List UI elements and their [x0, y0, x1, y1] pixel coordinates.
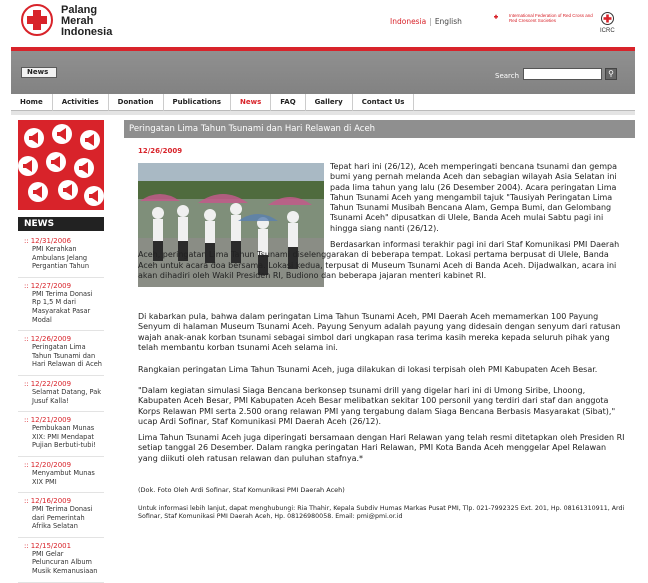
lang-english-link[interactable]: English	[434, 17, 462, 26]
contact-info: Untuk informasi lebih lanjut, dapat menghubungi: Ria Thahir, Kepala Subdiv Humas Markas Pusat PMI, Tlp. 021-7992325 Ext. 201, Hp. 08161310911, Ardi Sofinar, Staf Komunikasi PMI Daerah Aceh, Hp. 08126980058. Email: pmi@pmi.or.id	[138, 505, 625, 520]
news-date: 12/20/2009	[30, 460, 72, 469]
article-paragraph: Lima Tahun Tsunami Aceh juga diperingati bersamaan dengan Hari Relawan yang telah resmi ditetapkan oleh Presiden RI setiap tanggal 26 Desember. Dalam rangka peringatan Hari Relawan, PMI Kota Banda Aceh menggelar Apel Relawan yang diikuti oleh ratusan relawan dan puluhan stafnya.*	[138, 433, 625, 463]
nav-faq[interactable]: FAQ	[271, 94, 305, 111]
megaphone-icon	[18, 120, 104, 210]
news-list-item[interactable]	[18, 331, 104, 376]
article-paragraph: Berdasarkan informasi terakhir pagi ini dari Staf Komunikasi PMI Daerah Aceh, peringatan Lima Tahun Tsunami diselenggarakan di beberapa tempat. Lokasi pertama berpusat di Ulele, Banda Aceh untuk acara doa bersama. Lokasi kedua, terpusat di Museum Tsunami Aceh di Banda Aceh. Dijadwalkan, acara ini akan dihadiri oleh Wakil Presiden RI, Budiono dan beberapa jajaran menteri kabinet RI.	[138, 240, 620, 280]
news-title-link[interactable]: Pembukaan Munas XIX: PMI Mendapat Pujian Berbuti-tubi!	[32, 424, 96, 450]
article-paragraph: "Dalam kegiatan simulasi Siaga Bencana berkonsep tsunami drill yang digelar hari ini di Umong Siribe, Lhoong, Kabupaten Aceh Besar, PMI Kabupaten Aceh Besar melibatkan sekitar 100 personil yang terdiri dari staf dan anggota Korps Relawan PMI serta 2.500 orang relawan PMI yang tergabung dalam Siaga Bencana Berbasis Masyarakat (Sibat)," ucap Ardi Sofinar, Staf Komunikasi PMI Daerah Aceh (26/12).	[138, 386, 616, 426]
nav-divider	[11, 111, 635, 115]
photo-credit: (Dok. Foto Oleh Ardi Sofinar, Staf Komunikasi PMI Daerah Aceh)	[138, 486, 345, 494]
news-list-item[interactable]	[18, 538, 104, 583]
bullet: ::	[24, 335, 29, 344]
news-section-tab[interactable]: News	[21, 67, 57, 78]
news-title-link[interactable]: Peringatan Lima Tahun Tsunami dan Hari Relawan di Aceh	[32, 343, 102, 369]
article-date: 12/26/2009	[138, 147, 183, 155]
news-title-link[interactable]: PMI Gelar Peluncuran Album Musik Kemanusiaan	[32, 549, 98, 576]
main-nav	[11, 94, 635, 111]
news-date: 12/15/2001	[30, 541, 72, 550]
site-header	[0, 0, 648, 46]
news-title-link[interactable]: PMI Terima Donasi Rp 1,5 M dari Masyarakat Pasar Modal	[32, 289, 93, 324]
red-cross-logo-icon[interactable]	[21, 4, 53, 36]
lang-separator: |	[429, 17, 432, 26]
news-list-item[interactable]	[18, 457, 104, 493]
news-date: 12/16/2009	[30, 497, 72, 506]
news-list-item[interactable]	[18, 493, 104, 538]
news-date: 12/27/2009	[30, 281, 72, 290]
news-title-link[interactable]: Menyambut Munas XIX PMI	[32, 468, 95, 486]
search-icon: ⚲	[608, 69, 614, 78]
article-paragraph: Di kabarkan pula, bahwa dalam peringatan Lima Tahun Tsunami Aceh, PMI Daerah Aceh memamerkan 100 Payung Senyum di halaman Museum Tsunami Aceh. Payung Senyum adalah payung yang didesain dengan senyum dari ratusan wajah anak-anak korban tsunami sebagai simbol dari ungkapan rasa terima kasih mereka kepada seluruh pihak yang telah membantu korban tsunami Aceh selama ini.	[138, 312, 621, 352]
news-list-item[interactable]	[18, 233, 104, 278]
news-date: 12/21/2009	[30, 416, 72, 425]
search-label: Search	[495, 72, 520, 80]
logo-line: Merah	[61, 15, 94, 27]
bullet: ::	[24, 379, 29, 388]
sidebar-heading: NEWS	[18, 217, 104, 231]
top-banner	[11, 51, 635, 94]
nav-donation[interactable]: Donation	[109, 94, 164, 111]
ifrc-name: International Federation of Red Cross and Red Crescent Societies	[509, 13, 593, 23]
article-paragraph: Rangkaian peringatan Lima Tahun Tsunami Aceh, juga dilakukan di lokasi terpisah oleh PMI Kabupaten Aceh Besar.	[138, 365, 598, 374]
nav-gallery[interactable]: Gallery	[306, 94, 353, 111]
icrc-name: ICRC	[600, 28, 615, 34]
news-date: 12/31/2006	[30, 237, 72, 245]
logo-line: Palang	[61, 4, 98, 16]
news-date: 12/22/2009	[30, 379, 72, 388]
nav-contact-us[interactable]: Contact Us	[353, 94, 415, 111]
nav-publications[interactable]: Publications	[164, 94, 232, 111]
bullet: ::	[24, 281, 29, 290]
bullet: ::	[24, 497, 29, 506]
bullet: ::	[24, 416, 29, 425]
news-title-link[interactable]: PMI Terima Donasi dari Pemerintah Afrika Selatan	[32, 505, 93, 531]
news-title-link[interactable]: PMI Kerahkan Ambulans Jelang Pergantian Tahun	[32, 245, 90, 271]
language-switcher	[390, 17, 462, 26]
ifrc-logo[interactable]	[492, 13, 599, 23]
ifrc-emblem-icon	[492, 13, 506, 23]
news-date: 12/26/2009	[30, 335, 72, 344]
news-title-link[interactable]: Selamat Datang, Pak Jusuf Kalla!	[32, 387, 102, 405]
nav-home[interactable]: Home	[11, 94, 53, 111]
search-button[interactable]	[605, 68, 617, 80]
promo-banner[interactable]	[18, 120, 104, 210]
news-list-item[interactable]	[18, 376, 104, 412]
bullet: ::	[24, 541, 29, 550]
article-paragraph: Tepat hari ini (26/12), Aceh memperingati bencana tsunami dan gempa bumi yang pernah melanda Aceh dan sebagian wilayah Asia Selatan ini pada lima tahun yang lalu (26 Desember 2004). Acara peringatan Lima Tahun Tsunami Aceh yang mengambil tajuk "Tausiyah Peringatan Lima Tahun Tsunami Musibah Bencana Alam, Gempa Bumi, dan Gelombang Tsunami Aceh" dipusatkan di Ulele, Banda Aceh mulai Sabtu pagi ini hingga siang nanti (26/12).	[330, 162, 617, 233]
news-list-item[interactable]	[18, 412, 104, 457]
bullet: ::	[24, 460, 29, 469]
site-logo-text[interactable]	[61, 5, 112, 38]
bullet: ::	[24, 237, 29, 245]
news-list-item[interactable]	[18, 278, 104, 331]
nav-news[interactable]: News	[231, 94, 271, 111]
icrc-emblem-icon	[601, 12, 614, 25]
news-sidebar	[18, 233, 104, 576]
lang-indonesia-link[interactable]: Indonesia	[390, 17, 427, 26]
logo-line: Indonesia	[61, 26, 113, 38]
article-title: Peringatan Lima Tahun Tsunami dan Hari Relawan di Aceh	[124, 120, 635, 138]
search-input[interactable]	[523, 68, 602, 80]
icrc-logo[interactable]	[600, 12, 615, 34]
nav-activities[interactable]: Activities	[53, 94, 109, 111]
